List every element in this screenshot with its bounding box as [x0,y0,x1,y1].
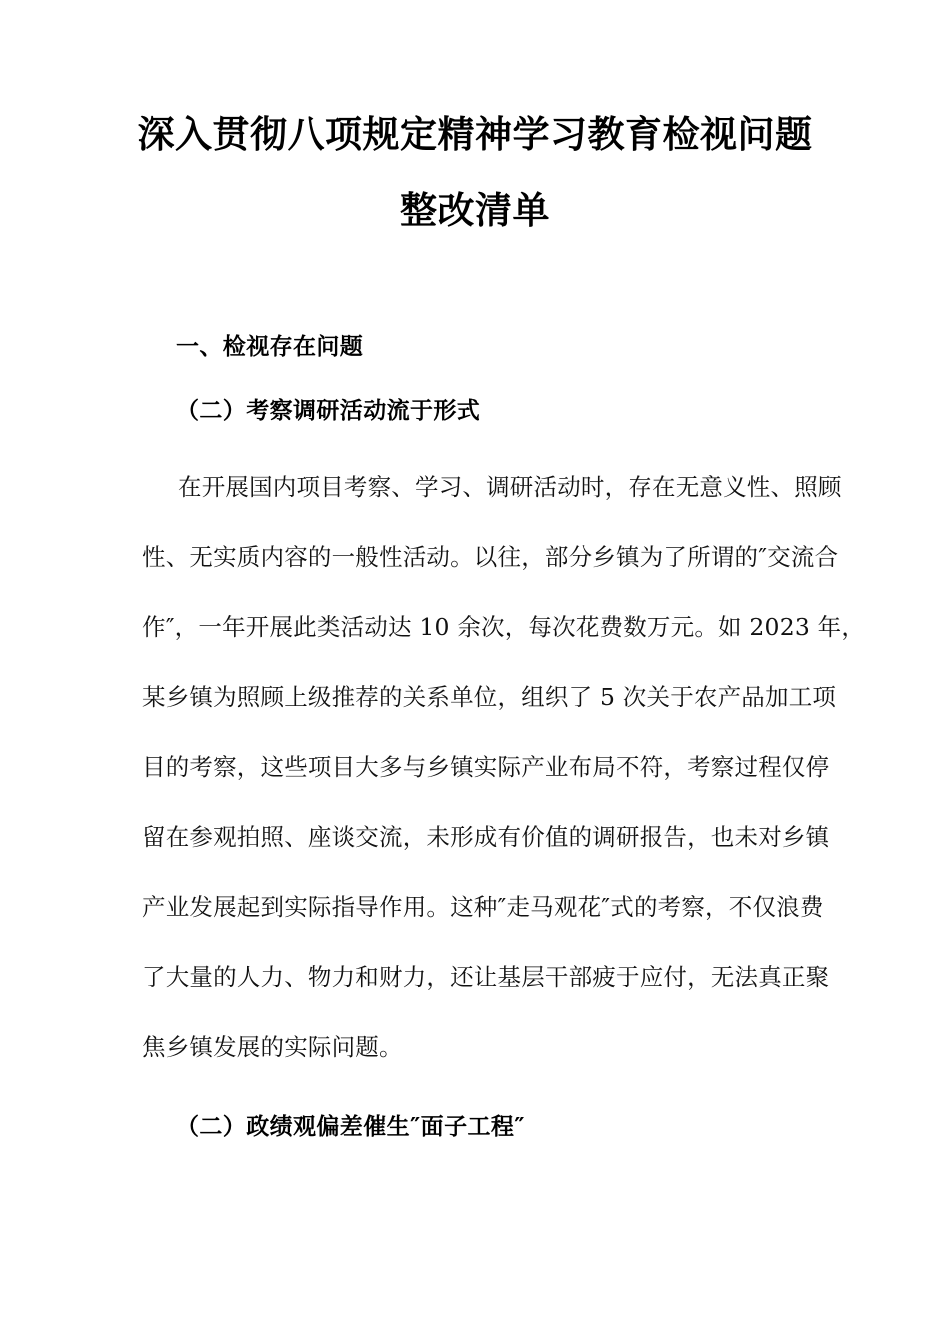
body-line: 作″，一年开展此类活动达 10 余次，每次花费数万元。如 2023 年， [142,613,866,641]
body-line: 某乡镇为照顾上级推荐的关系单位，组织了 5 次关于农产品加工项 [142,683,837,711]
body-line: 产业发展起到实际指导作用。这种″走马观花″式的考察，不仅浪费 [142,893,824,921]
body-line: 了大量的人力、物力和财力，还让基层干部疲于应付，无法真正聚 [142,963,830,991]
body-line: 性、无实质内容的一般性活动。以往，部分乡镇为了所谓的″交流合 [142,543,839,571]
body-line: 焦乡镇发展的实际问题。 [142,1033,403,1061]
section-heading-sub-one: （二）考察调研活动流于形式 [176,397,481,424]
body-line: 在开展国内项目考察、学习、调研活动时，存在无意义性、照顾 [178,473,842,501]
section-heading-main: 一、检视存在问题 [176,333,364,360]
body-line: 目的考察，这些项目大多与乡镇实际产业布局不符，考察过程仅停 [142,753,830,781]
page-title [0,96,950,248]
body-line: 留在参观拍照、座谈交流，未形成有价值的调研报告，也未对乡镇 [142,823,830,851]
page-title-line-2: 整改清单 [400,188,550,232]
section-heading-sub-two: （二）政绩观偏差催生″面子工程″ [176,1113,525,1140]
page-title-line-1: 深入贯彻八项规定精神学习教育检视问题 [137,112,813,156]
body-paragraph [142,452,866,1082]
